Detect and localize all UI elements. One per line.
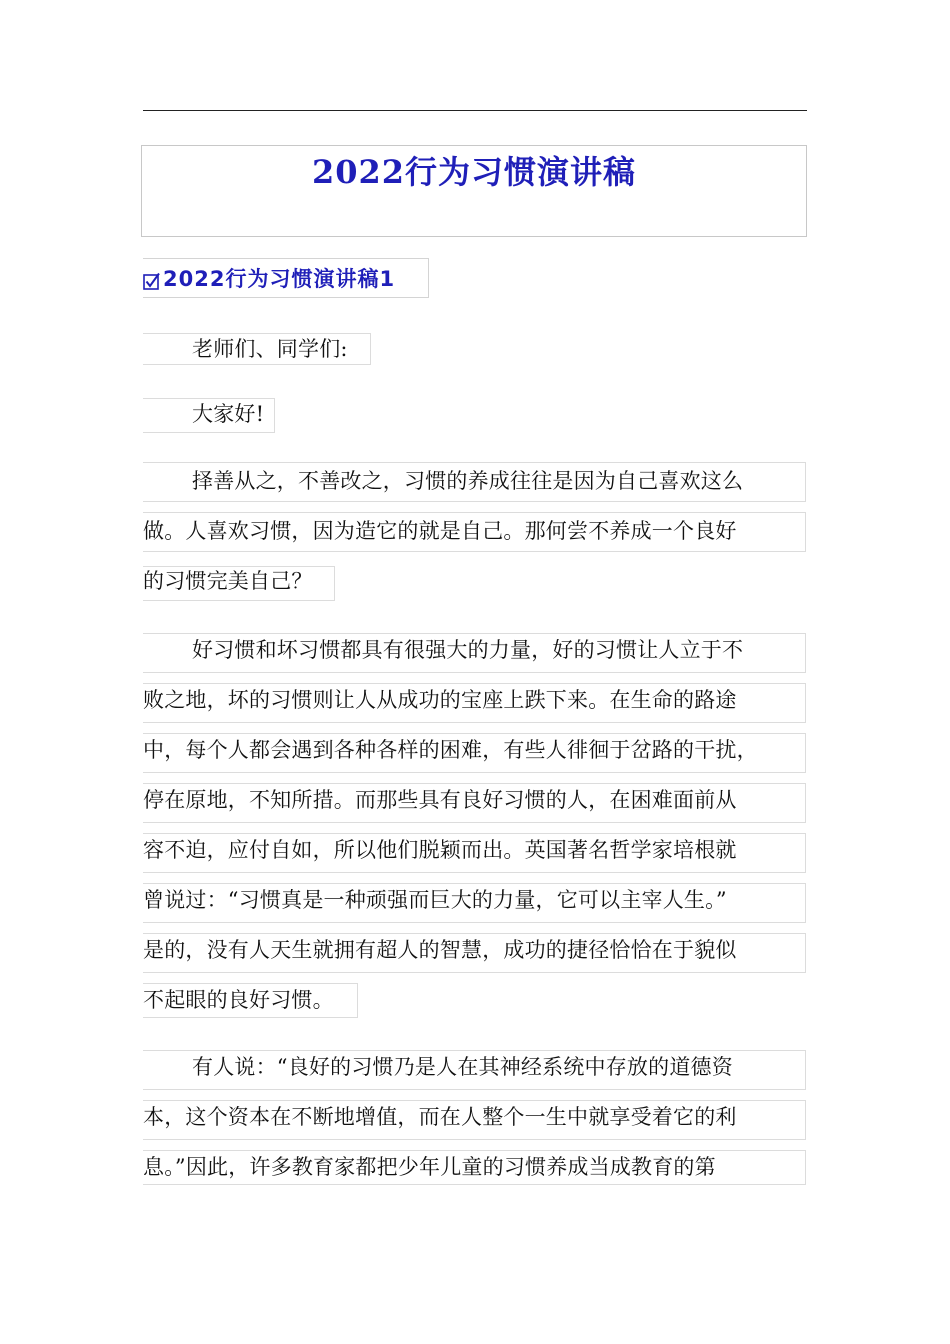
section-heading-text: 2022行为习惯演讲稿1 bbox=[163, 267, 396, 291]
para-2-line-7: 是的，没有人天生就拥有超人的智慧，成功的捷径恰恰在于貌似 bbox=[143, 938, 737, 962]
hello-line: 大家好! bbox=[143, 398, 275, 433]
para-2-line-4: 停在原地，不知所措。而那些具有良好习惯的人，在困难面前从 bbox=[143, 788, 737, 812]
title-box bbox=[141, 145, 807, 237]
para-3-line-2: 本，这个资本在不断地增值，而在人整个一生中就享受着它的利 bbox=[143, 1105, 737, 1129]
para-3-line-3: 息。”因此，许多教育家都把少年儿童的习惯养成当成教育的第 bbox=[143, 1155, 716, 1179]
para-1-line-1: 择善从之，不善改之，习惯的养成往往是因为自己喜欢这么 bbox=[192, 469, 744, 493]
para-3-line-1: 有人说：“良好的习惯乃是人在其神经系统中存放的道德资 bbox=[192, 1055, 733, 1079]
para-2-line-2: 败之地，坏的习惯则让人从成功的宝座上跌下来。在生命的路途 bbox=[143, 688, 737, 712]
para-1-line-3: 的习惯完美自己？ bbox=[143, 569, 313, 593]
section-heading bbox=[143, 258, 429, 298]
para-2-line-6: 曾说过：“习惯真是一种顽强而巨大的力量，它可以主宰人生。” bbox=[143, 888, 727, 912]
greeting-line: 老师们、同学们: bbox=[143, 333, 371, 365]
checkbox-icon bbox=[143, 272, 161, 290]
para-2-line-8: 不起眼的良好习惯。 bbox=[143, 988, 334, 1012]
top-rule bbox=[143, 110, 807, 111]
para-2-line-1: 好习惯和坏习惯都具有很强大的力量，好的习惯让人立于不 bbox=[192, 638, 744, 662]
para-1-line-2: 做。人喜欢习惯，因为造它的就是自己。那何尝不养成一个良好 bbox=[143, 519, 737, 543]
para-2-line-5: 容不迫，应付自如，所以他们脱颖而出。英国著名哲学家培根就 bbox=[143, 838, 737, 862]
page-title: 2022行为习惯演讲稿 bbox=[311, 153, 637, 191]
para-2-line-3: 中，每个人都会遇到各种各样的困难，有些人徘徊于岔路的干扰， bbox=[143, 738, 758, 762]
